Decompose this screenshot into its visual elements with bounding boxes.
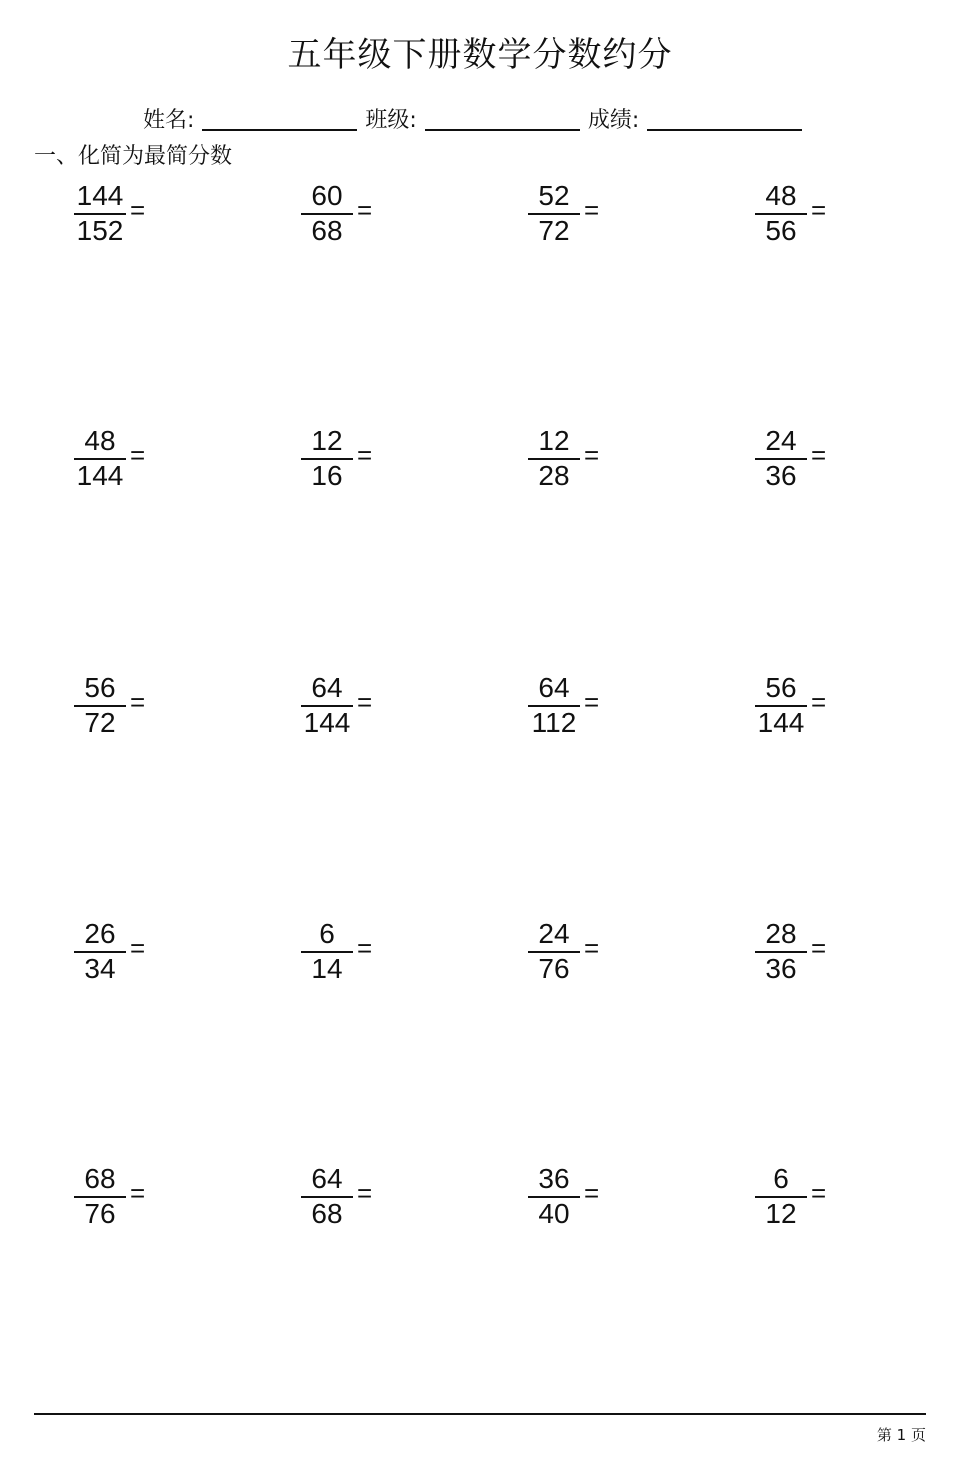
fraction-problem <box>751 1163 891 1243</box>
fraction-numerator: 24 <box>755 425 807 460</box>
equals-sign: = <box>357 195 373 225</box>
equals-sign: = <box>811 933 827 963</box>
fraction-numerator: 64 <box>528 672 580 707</box>
fraction-denominator: 72 <box>84 707 116 738</box>
equals-sign: = <box>584 1178 600 1208</box>
score-label: 成绩: <box>587 108 640 133</box>
fraction-problem <box>297 425 437 505</box>
fraction-denominator: 112 <box>531 707 577 738</box>
fraction-problem <box>524 1163 664 1243</box>
fraction <box>72 918 128 985</box>
fraction <box>299 180 355 247</box>
fraction-numerator: 64 <box>301 1163 353 1198</box>
fraction <box>753 672 809 739</box>
fraction-problem <box>297 180 437 260</box>
fraction-denominator: 152 <box>76 215 124 246</box>
equals-sign: = <box>811 195 827 225</box>
fraction <box>72 672 128 739</box>
fraction-denominator: 36 <box>765 460 797 491</box>
class-blank[interactable] <box>425 105 580 131</box>
fraction-problem <box>297 918 437 998</box>
fraction-problem <box>524 672 664 752</box>
fraction-numerator: 24 <box>528 918 580 953</box>
fraction-denominator: 36 <box>765 953 797 984</box>
fraction <box>299 672 355 739</box>
fraction <box>72 180 128 247</box>
fraction-problem <box>297 1163 437 1243</box>
fraction-numerator: 12 <box>301 425 353 460</box>
fraction-denominator: 12 <box>765 1198 797 1229</box>
fraction-numerator: 64 <box>301 672 353 707</box>
fraction-denominator: 144 <box>757 707 805 738</box>
page-title: 五年级下册数学分数约分 <box>287 35 673 75</box>
fraction-problem <box>70 180 210 260</box>
fraction <box>526 1163 582 1230</box>
equals-sign: = <box>584 933 600 963</box>
fraction-numerator: 12 <box>528 425 580 460</box>
equals-sign: = <box>357 1178 373 1208</box>
fraction <box>753 180 809 247</box>
fraction-numerator: 56 <box>74 672 126 707</box>
fraction-problem <box>524 180 664 260</box>
fraction-numerator: 144 <box>74 180 126 215</box>
fraction-denominator: 14 <box>311 953 343 984</box>
fraction-numerator: 48 <box>755 180 807 215</box>
equals-sign: = <box>130 687 146 717</box>
name-label: 姓名: <box>143 108 195 133</box>
fraction-numerator: 36 <box>528 1163 580 1198</box>
fraction-problem <box>70 918 210 998</box>
fraction-numerator: 60 <box>301 180 353 215</box>
score-field-group <box>588 105 802 136</box>
fraction-problem <box>751 180 891 260</box>
fraction-denominator: 34 <box>84 953 116 984</box>
fraction-numerator: 6 <box>755 1163 807 1198</box>
fraction-denominator: 16 <box>311 460 343 491</box>
score-blank[interactable] <box>647 105 802 131</box>
fraction-problem <box>70 1163 210 1243</box>
fraction-numerator: 6 <box>301 918 353 953</box>
page-number: 第 1 页 <box>876 1426 926 1444</box>
fraction-denominator: 144 <box>76 460 124 491</box>
fraction-numerator: 28 <box>755 918 807 953</box>
fraction-problem <box>524 918 664 998</box>
fraction-numerator: 48 <box>74 425 126 460</box>
equals-sign: = <box>811 440 827 470</box>
fraction-denominator: 76 <box>84 1198 116 1229</box>
equals-sign: = <box>357 440 373 470</box>
fraction-problem <box>751 672 891 752</box>
name-blank[interactable] <box>202 105 357 131</box>
fraction-problem <box>751 425 891 505</box>
equals-sign: = <box>130 1178 146 1208</box>
name-field-group <box>143 105 357 136</box>
fraction <box>72 1163 128 1230</box>
equals-sign: = <box>584 195 600 225</box>
equals-sign: = <box>811 687 827 717</box>
section-heading: 一、化简为最简分数 <box>34 144 233 169</box>
fraction-denominator: 40 <box>538 1198 570 1229</box>
equals-sign: = <box>584 687 600 717</box>
fraction-numerator: 56 <box>755 672 807 707</box>
student-info-row <box>143 102 810 136</box>
fraction <box>299 918 355 985</box>
fraction <box>299 425 355 492</box>
fraction <box>299 1163 355 1230</box>
class-label: 班级: <box>365 108 417 133</box>
fraction-denominator: 28 <box>538 460 570 491</box>
fraction <box>526 425 582 492</box>
fraction <box>526 918 582 985</box>
fraction <box>526 180 582 247</box>
equals-sign: = <box>811 1178 827 1208</box>
fraction-denominator: 68 <box>311 215 343 246</box>
fraction <box>753 425 809 492</box>
fraction-problem <box>70 672 210 752</box>
fraction-problem <box>70 425 210 505</box>
fraction <box>526 672 582 739</box>
class-field-group <box>365 105 579 136</box>
fraction-numerator: 52 <box>528 180 580 215</box>
fraction-denominator: 68 <box>311 1198 343 1229</box>
fraction <box>753 1163 809 1230</box>
fraction-denominator: 56 <box>765 215 797 246</box>
equals-sign: = <box>130 933 146 963</box>
fraction-denominator: 144 <box>303 707 351 738</box>
fraction-problem <box>751 918 891 998</box>
equals-sign: = <box>130 195 146 225</box>
fraction <box>72 425 128 492</box>
fraction-problem <box>297 672 437 752</box>
fraction-denominator: 76 <box>538 953 570 984</box>
fraction-problem <box>524 425 664 505</box>
fraction-denominator: 72 <box>538 215 570 246</box>
equals-sign: = <box>584 440 600 470</box>
fraction-numerator: 26 <box>74 918 126 953</box>
fraction <box>753 918 809 985</box>
equals-sign: = <box>130 440 146 470</box>
equals-sign: = <box>357 687 373 717</box>
footer-divider <box>34 1413 926 1415</box>
equals-sign: = <box>357 933 373 963</box>
fraction-numerator: 68 <box>74 1163 126 1198</box>
